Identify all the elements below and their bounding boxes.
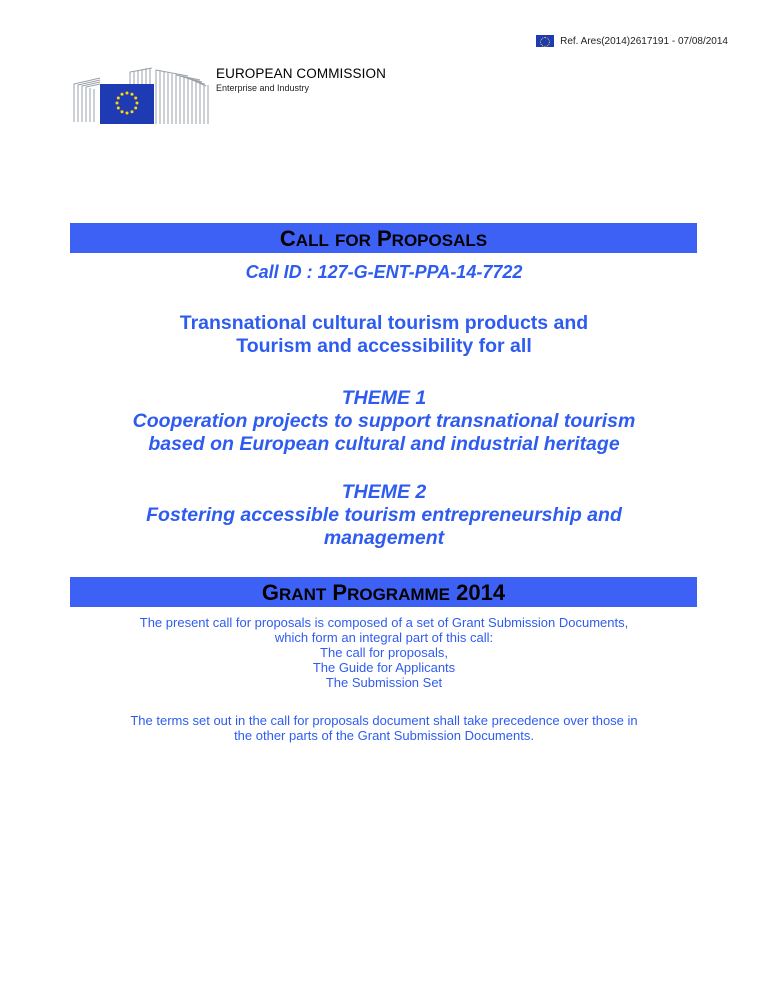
- theme-heading: THEME 1: [341, 387, 427, 409]
- banner-word: FOR: [334, 231, 371, 250]
- banner-letter: G: [261, 580, 280, 605]
- theme-line: management: [323, 527, 445, 549]
- call-for-proposals-banner: [70, 223, 697, 253]
- banner-word: ROGRAMME: [347, 585, 451, 604]
- paragraph-line: The terms set out in the call for proposals document shall take precedence over those in: [130, 713, 638, 728]
- call-subject: [0, 312, 768, 358]
- banner-word: ROPOSALS: [391, 231, 488, 250]
- precedence-paragraph: [0, 713, 768, 743]
- theme-2: [0, 481, 768, 550]
- reference-text: Ref. Ares(2014)2617191 - 07/08/2014: [560, 35, 728, 47]
- document-list-item: The call for proposals,: [320, 645, 448, 660]
- banner-letter: P: [332, 580, 348, 605]
- documents-paragraph: [0, 615, 768, 690]
- organisation-name: EUROPEAN COMMISSION: [216, 66, 386, 81]
- banner-letter: C: [279, 226, 296, 251]
- grant-programme-banner: [70, 577, 697, 607]
- paragraph-line: The present call for proposals is composed of a set of Grant Submission Documents,: [139, 615, 629, 630]
- reference-stamp: [536, 35, 728, 47]
- paragraph-line: the other parts of the Grant Submission Documents.: [234, 728, 534, 743]
- banner-letter: P: [376, 226, 392, 251]
- banner-word: ALL: [295, 231, 329, 250]
- document-list-item: The Guide for Applicants: [312, 660, 456, 675]
- eu-flag-icon: [536, 35, 554, 47]
- theme-1: [0, 387, 768, 456]
- theme-heading: THEME 2: [341, 481, 427, 503]
- theme-line: Cooperation projects to support transnational tourism: [132, 410, 636, 432]
- call-id: Call ID : 127-G-ENT-PPA-14-7722: [245, 262, 523, 282]
- subject-line: Transnational cultural tourism products and: [179, 312, 589, 334]
- theme-line: based on European cultural and industrial heritage: [148, 433, 620, 455]
- theme-line: Fostering accessible tourism entrepreneurship and: [146, 504, 622, 526]
- document-list-item: The Submission Set: [325, 675, 443, 690]
- department-name: Enterprise and Industry: [216, 83, 310, 93]
- banner-year: 2014: [456, 580, 506, 605]
- paragraph-line: which form an integral part of this call:: [274, 630, 494, 645]
- subject-line: Tourism and accessibility for all: [236, 335, 532, 357]
- european-commission-logo: [70, 64, 214, 126]
- banner-word: RANT: [279, 585, 327, 604]
